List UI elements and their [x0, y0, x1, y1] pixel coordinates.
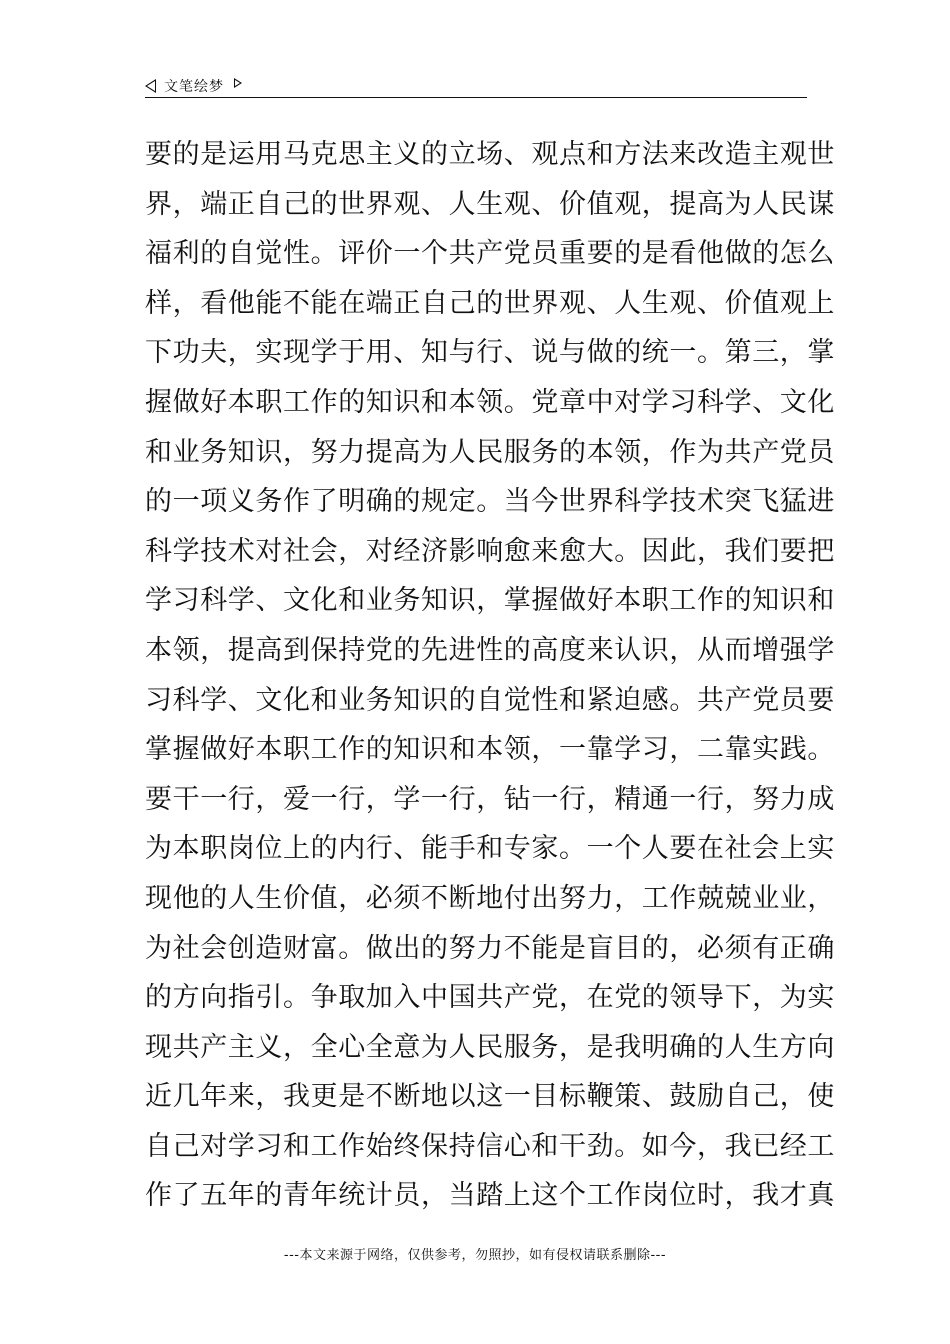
text-line: 学习科学、文化和业务知识，掌握做好本职工作的知识和 — [145, 585, 835, 617]
page-header — [145, 74, 807, 98]
triangle-left-icon — [145, 79, 156, 93]
triangle-right-icon — [234, 78, 242, 88]
text-line: 和业务知识，努力提高为人民服务的本领，作为共产党员 — [145, 436, 835, 468]
text-line: 作了五年的青年统计员，当踏上这个工作岗位时，我才真 — [145, 1180, 835, 1212]
text-line: 掌握做好本职工作的知识和本领，一靠学习，二靠实践。 — [145, 734, 835, 766]
text-line: 样，看他能不能在端正自己的世界观、人生观、价值观上 — [145, 287, 835, 319]
text-line: 要干一行，爱一行，学一行，钻一行，精通一行，努力成 — [145, 783, 835, 815]
text-line: 近几年来，我更是不断地以这一目标鞭策、鼓励自己，使 — [145, 1081, 835, 1113]
text-line: 自己对学习和工作始终保持信心和干劲。如今，我已经工 — [145, 1130, 835, 1162]
text-line: 的一项义务作了明确的规定。当今世界科学技术突飞猛进 — [145, 486, 835, 518]
text-line: 界，端正自己的世界观、人生观、价值观，提高为人民谋 — [145, 188, 835, 220]
text-line: 下功夫，实现学于用、知与行、说与做的统一。第三，掌 — [145, 337, 835, 369]
header-divider — [145, 97, 807, 98]
page-footer-disclaimer: ---本文来源于网络，仅供参考，勿照抄，如有侵权请联系删除--- — [283, 1248, 667, 1263]
text-line: 本领，提高到保持党的先进性的高度来认识，从而增强学 — [145, 634, 835, 666]
text-line: 科学技术对社会，对经济影响愈来愈大。因此，我们要把 — [145, 535, 835, 567]
text-line: 习科学、文化和业务知识的自觉性和紧迫感。共产党员要 — [145, 684, 835, 716]
text-line: 要的是运用马克思主义的立场、观点和方法来改造主观世 — [145, 139, 835, 170]
text-line: 现共产主义，全心全意为人民服务，是我明确的人生方向 — [145, 1031, 835, 1063]
text-line: 福利的自觉性。评价一个共产党员重要的是看他做的怎么 — [145, 238, 835, 270]
header-title: 文笔绘梦 — [164, 79, 224, 95]
text-line: 现他的人生价值，必须不断地付出努力，工作兢兢业业， — [145, 882, 835, 914]
document-body — [145, 130, 835, 1221]
text-line: 为社会创造财富。做出的努力不能是盲目的，必须有正确 — [145, 932, 835, 964]
text-line: 为本职岗位上的内行、能手和专家。一个人要在社会上实 — [145, 833, 835, 865]
text-line: 握做好本职工作的知识和本领。党章中对学习科学、文化 — [145, 386, 835, 418]
text-line: 的方向指引。争取加入中国共产党，在党的领导下，为实 — [145, 982, 835, 1014]
